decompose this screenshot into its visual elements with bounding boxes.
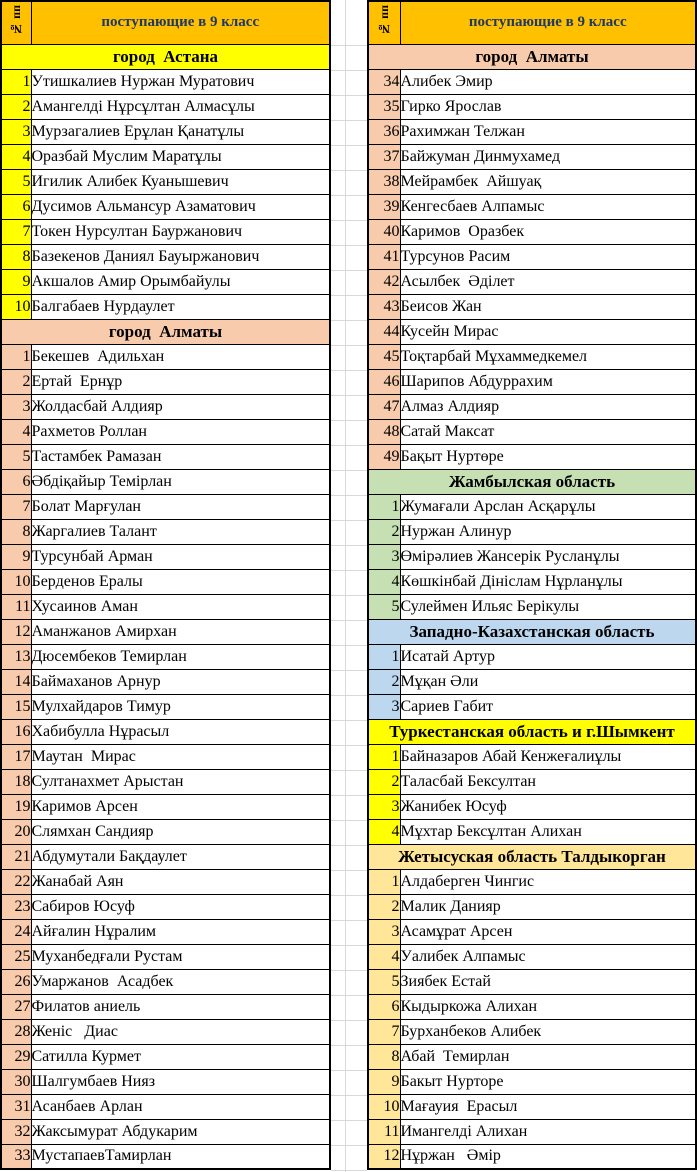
- student-name-cell[interactable]: МустапаевТамирлан: [31, 1144, 330, 1169]
- table-row: [368, 1044, 696, 1069]
- table-row: [368, 1144, 696, 1169]
- student-name-cell[interactable]: Сатилла Курмет: [31, 1044, 330, 1069]
- row-number-cell[interactable]: 4: [1, 144, 31, 169]
- student-name-cell[interactable]: Мағауия Ерасыл: [400, 1094, 696, 1119]
- row-number-cell[interactable]: 12: [368, 1144, 400, 1169]
- row-number-cell[interactable]: 12: [1, 619, 31, 644]
- row-number-cell[interactable]: 4: [368, 569, 400, 594]
- row-number-cell[interactable]: 31: [1, 1094, 31, 1119]
- table-row: [368, 1069, 696, 1094]
- row-number-cell[interactable]: 2: [368, 894, 400, 919]
- section-header-row: [368, 44, 696, 69]
- table-row: [1, 1069, 330, 1094]
- student-name-cell[interactable]: Жолдасбай Алдияр: [31, 394, 330, 419]
- student-name-cell[interactable]: Абай Темирлан: [400, 1044, 696, 1069]
- row-number-cell[interactable]: 46: [368, 369, 400, 394]
- row-number-cell[interactable]: 10: [368, 1094, 400, 1119]
- student-name-cell[interactable]: Акшалов Амир Орымбайулы: [31, 269, 330, 294]
- header-row: [368, 1, 696, 44]
- table-row: [1, 444, 330, 469]
- student-name-cell[interactable]: Сатай Максат: [400, 419, 696, 444]
- table-row: [1, 194, 330, 219]
- student-name-cell[interactable]: Слямхан Сандияр: [31, 819, 330, 844]
- table-row: [368, 269, 696, 294]
- row-number-cell[interactable]: 3: [1, 394, 31, 419]
- row-number-cell[interactable]: 5: [368, 969, 400, 994]
- num-column-header-cell[interactable]: [1, 1, 31, 44]
- table-row: [368, 569, 696, 594]
- section-header-cell[interactable]: город Астана: [1, 44, 330, 69]
- student-name-cell[interactable]: Тоқтарбай Мұхаммедкемел: [400, 344, 696, 369]
- student-name-cell[interactable]: Гирко Ярослав: [400, 94, 696, 119]
- student-name-cell[interactable]: Болат Марғулан: [31, 494, 330, 519]
- student-name-cell[interactable]: Асамұрат Арсен: [400, 919, 696, 944]
- row-number-cell[interactable]: 1: [368, 494, 400, 519]
- student-name-cell[interactable]: Бакыт Нурторе: [400, 1069, 696, 1094]
- table-row: [368, 994, 696, 1019]
- row-number-cell[interactable]: 33: [1, 1144, 31, 1169]
- table-row: [1, 119, 330, 144]
- table-row: [1, 769, 330, 794]
- student-name-cell[interactable]: Шарипов Абдуррахим: [400, 369, 696, 394]
- row-number-cell[interactable]: 18: [1, 769, 31, 794]
- student-name-cell[interactable]: Мурзагалиев Ерұлан Қанатұлы: [31, 119, 330, 144]
- student-name-cell[interactable]: Мұқан Әли: [400, 669, 696, 694]
- table-row: [1, 469, 330, 494]
- student-name-cell[interactable]: Дусимов Альмансур Азаматович: [31, 194, 330, 219]
- table-row: [1, 969, 330, 994]
- table-row: [1, 569, 330, 594]
- section-header-row: [1, 319, 330, 344]
- row-number-cell[interactable]: 9: [368, 1069, 400, 1094]
- row-number-cell[interactable]: 2: [368, 769, 400, 794]
- table-row: [1, 919, 330, 944]
- section-header-row: [1, 44, 330, 69]
- row-number-cell[interactable]: 36: [368, 119, 400, 144]
- table-row: [368, 969, 696, 994]
- student-name-cell[interactable]: Балгабаев Нурдаулет: [31, 294, 330, 319]
- row-number-cell[interactable]: 14: [1, 669, 31, 694]
- table-row: [368, 869, 696, 894]
- table-row: [368, 1019, 696, 1044]
- row-number-cell[interactable]: 15: [1, 694, 31, 719]
- row-number-cell[interactable]: 44: [368, 319, 400, 344]
- section-header-row: [368, 619, 696, 644]
- table-row: [368, 444, 696, 469]
- right-applicants-table: [367, 0, 697, 1170]
- student-name-cell[interactable]: Алдаберген Чингис: [400, 869, 696, 894]
- table-row: [368, 944, 696, 969]
- student-name-cell[interactable]: Сулеймен Ильяс Берікулы: [400, 594, 696, 619]
- table-row: [368, 119, 696, 144]
- table-row: [1, 819, 330, 844]
- table-row: [1, 519, 330, 544]
- table-row: [368, 144, 696, 169]
- table-row: [1, 344, 330, 369]
- row-number-cell[interactable]: 7: [368, 1019, 400, 1044]
- table-row: [1, 869, 330, 894]
- row-number-cell[interactable]: 39: [368, 194, 400, 219]
- student-name-cell[interactable]: Дюсембеков Темирлан: [31, 644, 330, 669]
- row-number-cell[interactable]: 34: [368, 69, 400, 94]
- table-row: [368, 544, 696, 569]
- row-number-cell[interactable]: 35: [368, 94, 400, 119]
- student-name-cell[interactable]: Игилик Алибек Куанышевич: [31, 169, 330, 194]
- table-row: [1, 419, 330, 444]
- student-name-cell[interactable]: Турсунов Расим: [400, 244, 696, 269]
- table-row: [368, 344, 696, 369]
- row-number-cell[interactable]: 6: [1, 469, 31, 494]
- row-number-cell[interactable]: 45: [368, 344, 400, 369]
- student-name-cell[interactable]: Маутан Мирас: [31, 744, 330, 769]
- student-name-cell[interactable]: Жаксымурат Абдукарим: [31, 1119, 330, 1144]
- table-row: [1, 744, 330, 769]
- student-name-cell[interactable]: Каримов Арсен: [31, 794, 330, 819]
- student-name-cell[interactable]: Абдумутали Бақдаулет: [31, 844, 330, 869]
- student-name-cell[interactable]: Сариев Габит: [400, 694, 696, 719]
- table-row: [368, 394, 696, 419]
- table-row: [1, 1144, 330, 1169]
- student-name-cell[interactable]: Кенгесбаев Алпамыс: [400, 194, 696, 219]
- row-number-cell[interactable]: 3: [368, 544, 400, 569]
- row-number-cell[interactable]: 22: [1, 869, 31, 894]
- row-number-cell[interactable]: 40: [368, 219, 400, 244]
- row-number-cell[interactable]: 1: [1, 344, 31, 369]
- row-number-cell[interactable]: 27: [1, 994, 31, 1019]
- table-row: [1, 694, 330, 719]
- row-number-cell[interactable]: 25: [1, 944, 31, 969]
- table-row: [1, 94, 330, 119]
- row-number-cell[interactable]: 32: [1, 1119, 31, 1144]
- student-name-cell[interactable]: Мулхайдаров Тимур: [31, 694, 330, 719]
- row-number-cell[interactable]: 7: [1, 494, 31, 519]
- table-row: [1, 894, 330, 919]
- right-table-container: [367, 0, 697, 1172]
- row-number-cell[interactable]: 11: [368, 1119, 400, 1144]
- student-name-cell[interactable]: Байжуман Динмухамед: [400, 144, 696, 169]
- table-row: [1, 494, 330, 519]
- student-name-cell[interactable]: Алмаз Алдияр: [400, 394, 696, 419]
- table-row: [1, 1044, 330, 1069]
- student-name-cell[interactable]: Турсунбай Арман: [31, 544, 330, 569]
- row-number-cell[interactable]: 5: [1, 169, 31, 194]
- student-name-cell[interactable]: Байназаров Абай Кенжеғалиұлы: [400, 744, 696, 769]
- row-number-cell[interactable]: 2: [368, 669, 400, 694]
- table-row: [1, 994, 330, 1019]
- table-row: [368, 744, 696, 769]
- student-name-cell[interactable]: Аманжанов Амирхан: [31, 619, 330, 644]
- num-column-header-label: № пп: [9, 4, 24, 36]
- section-header-row: [368, 469, 696, 494]
- table-row: [1, 394, 330, 419]
- student-name-cell[interactable]: Филатов аниель: [31, 994, 330, 1019]
- row-number-cell[interactable]: 30: [1, 1069, 31, 1094]
- row-number-cell[interactable]: 8: [1, 244, 31, 269]
- table-row: [368, 369, 696, 394]
- table-title-cell[interactable]: поступающие в 9 класс: [31, 1, 330, 44]
- row-number-cell[interactable]: 21: [1, 844, 31, 869]
- student-name-cell[interactable]: Мұхтар Бексұлтан Алихан: [400, 819, 696, 844]
- student-name-cell[interactable]: Рахимжан Телжан: [400, 119, 696, 144]
- student-name-cell[interactable]: Кыдыркожа Алихан: [400, 994, 696, 1019]
- row-number-cell[interactable]: 19: [1, 794, 31, 819]
- row-number-cell[interactable]: 1: [1, 69, 31, 94]
- student-name-cell[interactable]: Малик Данияр: [400, 894, 696, 919]
- table-row: [1, 669, 330, 694]
- student-name-cell[interactable]: Баймаханов Арнур: [31, 669, 330, 694]
- table-row: [1, 169, 330, 194]
- table-row: [368, 69, 696, 94]
- student-name-cell[interactable]: Асылбек Әділет: [400, 269, 696, 294]
- student-name-cell[interactable]: Токен Нурсултан Бауржанович: [31, 219, 330, 244]
- student-name-cell[interactable]: Мейрамбек Айшуақ: [400, 169, 696, 194]
- student-name-cell[interactable]: Умаржанов Асадбек: [31, 969, 330, 994]
- section-header-row: [368, 844, 696, 869]
- table-title-cell[interactable]: поступающие в 9 класс: [400, 1, 696, 44]
- student-name-cell[interactable]: Бурханбеков Алибек: [400, 1019, 696, 1044]
- header-row: [1, 1, 330, 44]
- row-number-cell[interactable]: 3: [1, 119, 31, 144]
- table-row: [1, 544, 330, 569]
- section-header-cell[interactable]: Западно-Казахстанская область: [368, 619, 696, 644]
- row-number-cell[interactable]: 10: [1, 294, 31, 319]
- table-row: [1, 644, 330, 669]
- row-number-cell[interactable]: 49: [368, 444, 400, 469]
- student-name-cell[interactable]: Өмірәлиев Жансерік Русланұлы: [400, 544, 696, 569]
- table-row: [1, 1119, 330, 1144]
- row-number-cell[interactable]: 6: [368, 994, 400, 1019]
- row-number-cell[interactable]: 6: [1, 194, 31, 219]
- table-row: [368, 594, 696, 619]
- table-row: [1, 69, 330, 94]
- section-header-cell[interactable]: Жамбылская область: [368, 469, 696, 494]
- left-table-container: [0, 0, 331, 1172]
- student-name-cell[interactable]: Хабибулла Нұрасыл: [31, 719, 330, 744]
- student-name-cell[interactable]: Нұржан Әмір: [400, 1144, 696, 1169]
- row-number-cell[interactable]: 38: [368, 169, 400, 194]
- table-row: [368, 494, 696, 519]
- section-header-cell[interactable]: Жетысуская область Талдыкорган: [368, 844, 696, 869]
- table-row: [368, 519, 696, 544]
- table-row: [1, 294, 330, 319]
- table-row: [1, 369, 330, 394]
- row-number-cell[interactable]: 29: [1, 1044, 31, 1069]
- student-name-cell[interactable]: Базекенов Даниял Бауыржанович: [31, 244, 330, 269]
- table-row: [368, 419, 696, 444]
- table-row: [1, 1019, 330, 1044]
- table-row: [368, 769, 696, 794]
- row-number-cell[interactable]: 2: [1, 369, 31, 394]
- row-number-cell[interactable]: 43: [368, 294, 400, 319]
- row-number-cell[interactable]: 3: [368, 694, 400, 719]
- student-name-cell[interactable]: Таласбай Бексултан: [400, 769, 696, 794]
- row-number-cell[interactable]: 24: [1, 919, 31, 944]
- student-name-cell[interactable]: Нуржан Алинур: [400, 519, 696, 544]
- table-row: [1, 269, 330, 294]
- row-number-cell[interactable]: 9: [1, 269, 31, 294]
- table-row: [368, 1094, 696, 1119]
- row-number-cell[interactable]: 2: [1, 94, 31, 119]
- student-name-cell[interactable]: Исатай Артур: [400, 644, 696, 669]
- row-number-cell[interactable]: 3: [368, 794, 400, 819]
- row-number-cell[interactable]: 28: [1, 1019, 31, 1044]
- table-row: [1, 594, 330, 619]
- row-number-cell[interactable]: 47: [368, 394, 400, 419]
- row-number-cell[interactable]: 11: [1, 594, 31, 619]
- student-name-cell[interactable]: Бақыт Нуртөре: [400, 444, 696, 469]
- table-row: [368, 94, 696, 119]
- row-number-cell[interactable]: 16: [1, 719, 31, 744]
- table-row: [368, 694, 696, 719]
- row-number-cell[interactable]: 1: [368, 869, 400, 894]
- row-number-cell[interactable]: 2: [368, 519, 400, 544]
- row-number-cell[interactable]: 41: [368, 244, 400, 269]
- student-name-cell[interactable]: Шалгумбаев Нияз: [31, 1069, 330, 1094]
- student-name-cell[interactable]: Тастамбек Рамазан: [31, 444, 330, 469]
- student-name-cell[interactable]: Жумағали Арслан Асқарұлы: [400, 494, 696, 519]
- section-header-row: [368, 719, 696, 744]
- student-name-cell[interactable]: Көшкінбай Дініслам Нұрланұлы: [400, 569, 696, 594]
- student-name-cell[interactable]: Султанахмет Арыстан: [31, 769, 330, 794]
- table-row: [368, 1119, 696, 1144]
- row-number-cell[interactable]: 20: [1, 819, 31, 844]
- student-name-cell[interactable]: Беисов Жан: [400, 294, 696, 319]
- num-column-header-cell[interactable]: [368, 1, 400, 44]
- student-name-cell[interactable]: Сабиров Юсуф: [31, 894, 330, 919]
- table-row: [1, 794, 330, 819]
- row-number-cell[interactable]: 1: [368, 644, 400, 669]
- student-name-cell[interactable]: Муханбедғали Рустам: [31, 944, 330, 969]
- table-row: [368, 819, 696, 844]
- student-name-cell[interactable]: Айғалин Нұралим: [31, 919, 330, 944]
- row-number-cell[interactable]: 3: [368, 919, 400, 944]
- student-name-cell[interactable]: Рахметов Роллан: [31, 419, 330, 444]
- student-name-cell[interactable]: Кусейн Мирас: [400, 319, 696, 344]
- student-name-cell[interactable]: Жанибек Юсуф: [400, 794, 696, 819]
- num-column-header-label: № пп: [377, 4, 392, 36]
- student-name-cell[interactable]: Алибек Эмир: [400, 69, 696, 94]
- table-row: [368, 669, 696, 694]
- table-row: [368, 169, 696, 194]
- table-row: [1, 844, 330, 869]
- row-number-cell[interactable]: 4: [368, 944, 400, 969]
- row-number-cell[interactable]: 9: [1, 544, 31, 569]
- student-name-cell[interactable]: Әбдіқайыр Темірлан: [31, 469, 330, 494]
- row-number-cell[interactable]: 1: [368, 744, 400, 769]
- student-name-cell[interactable]: Утишкалиев Нуржан Муратович: [31, 69, 330, 94]
- row-number-cell[interactable]: 5: [368, 594, 400, 619]
- section-header-cell[interactable]: город Алматы: [1, 319, 330, 344]
- table-row: [368, 794, 696, 819]
- student-name-cell[interactable]: Оразбай Муслим Маратұлы: [31, 144, 330, 169]
- row-number-cell[interactable]: 8: [368, 1044, 400, 1069]
- section-header-cell[interactable]: город Алматы: [368, 44, 696, 69]
- row-number-cell[interactable]: 26: [1, 969, 31, 994]
- student-name-cell[interactable]: Амангелді Нұрсұлтан Алмасұлы: [31, 94, 330, 119]
- row-number-cell[interactable]: 7: [1, 219, 31, 244]
- row-number-cell[interactable]: 4: [368, 819, 400, 844]
- row-number-cell[interactable]: 48: [368, 419, 400, 444]
- student-name-cell[interactable]: Хусаинов Аман: [31, 594, 330, 619]
- row-number-cell[interactable]: 4: [1, 419, 31, 444]
- student-name-cell[interactable]: Женіс Диас: [31, 1019, 330, 1044]
- table-row: [1, 944, 330, 969]
- table-row: [368, 244, 696, 269]
- table-row: [368, 919, 696, 944]
- table-row: [368, 194, 696, 219]
- table-row: [368, 644, 696, 669]
- row-number-cell[interactable]: 37: [368, 144, 400, 169]
- left-applicants-table: [0, 0, 331, 1170]
- student-name-cell[interactable]: Уалибек Алпамыс: [400, 944, 696, 969]
- student-name-cell[interactable]: Жанабай Аян: [31, 869, 330, 894]
- student-name-cell[interactable]: Жаргалиев Талант: [31, 519, 330, 544]
- table-row: [1, 144, 330, 169]
- student-name-cell[interactable]: Каримов Оразбек: [400, 219, 696, 244]
- sheet-gap-column: [331, 0, 367, 1172]
- student-name-cell[interactable]: Асанбаев Арлан: [31, 1094, 330, 1119]
- row-number-cell[interactable]: 8: [1, 519, 31, 544]
- row-number-cell[interactable]: 10: [1, 569, 31, 594]
- student-name-cell[interactable]: Имангелді Алихан: [400, 1119, 696, 1144]
- table-row: [1, 219, 330, 244]
- student-name-cell[interactable]: Зиябек Естай: [400, 969, 696, 994]
- table-row: [368, 894, 696, 919]
- table-row: [1, 619, 330, 644]
- row-number-cell[interactable]: 42: [368, 269, 400, 294]
- table-row: [1, 719, 330, 744]
- table-row: [368, 294, 696, 319]
- row-number-cell[interactable]: 23: [1, 894, 31, 919]
- table-row: [368, 319, 696, 344]
- row-number-cell[interactable]: 5: [1, 444, 31, 469]
- section-header-cell[interactable]: Туркестанская область и г.Шымкент: [368, 719, 696, 744]
- table-row: [1, 244, 330, 269]
- row-number-cell[interactable]: 13: [1, 644, 31, 669]
- table-row: [1, 1094, 330, 1119]
- table-row: [368, 219, 696, 244]
- row-number-cell[interactable]: 17: [1, 744, 31, 769]
- student-name-cell[interactable]: Бекешев Адильхан: [31, 344, 330, 369]
- student-name-cell[interactable]: Ертай Ернұр: [31, 369, 330, 394]
- student-name-cell[interactable]: Берденов Ералы: [31, 569, 330, 594]
